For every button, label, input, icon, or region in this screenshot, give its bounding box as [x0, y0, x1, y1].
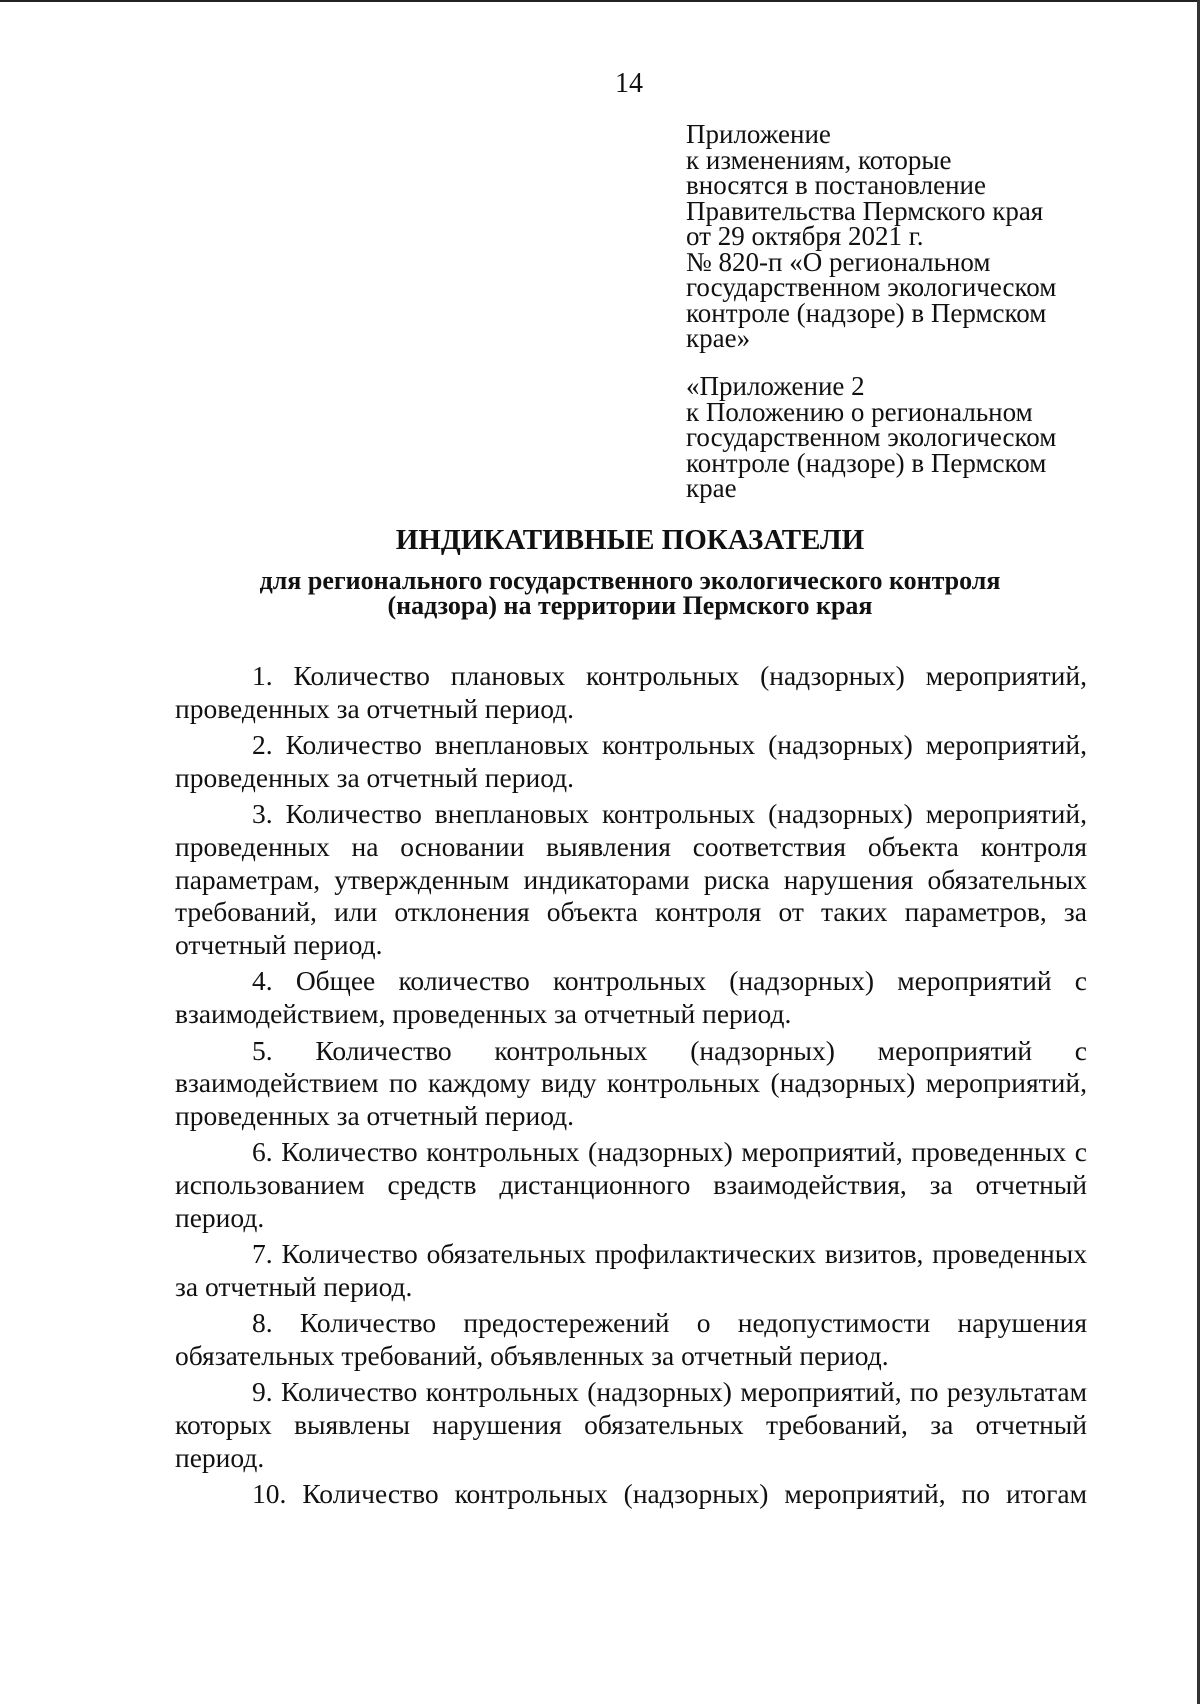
annex-line: Приложение: [686, 119, 831, 149]
document-title: ИНДИКАТИВНЫЕ ПОКАЗАТЕЛИ: [395, 524, 865, 556]
indicator-item-9: 9. Количество контрольных (надзорных) мероприятий, по результатам которых выявлены нарушения обязательных требований, за отчетный период.: [175, 1376, 1087, 1473]
annex-header: [686, 119, 1106, 353]
subtitle-line: (надзора) на территории Пермского края: [387, 591, 873, 620]
indicator-item-2: 2. Количество внеплановых контрольных (надзорных) мероприятий, проведенных за отчетный период.: [175, 729, 1087, 793]
annex-2-line: «Приложение 2: [686, 371, 865, 401]
annex-line: к изменениям, которые: [686, 144, 952, 175]
indicator-item-5: 5. Количество контрольных (надзорных) мероприятий с взаимодействием по каждому виду контрольных (надзорных) мероприятий, проведенных за отчетный период.: [175, 1034, 1087, 1131]
annex-2-line: государственном экологическом: [686, 422, 1057, 452]
annex-line: № 820-п «О региональном: [686, 246, 991, 277]
annex-line: вносятся в постановление: [686, 170, 986, 200]
page-number: 14: [615, 68, 643, 99]
page-border-top: [0, 0, 1200, 2]
annex-line: от 29 октября 2021 г.: [686, 221, 924, 251]
annex-2-header: [686, 371, 1106, 503]
annex-2-line: контроле (надзоре) в Пермском: [686, 447, 1047, 478]
indicator-list: [175, 660, 1087, 1515]
indicator-item-3: 3. Количество внеплановых контрольных (надзорных) мероприятий, проведенных на основании выявления соответствия объекта контроля параметрам, утвержденным индикаторами риска нарушения обязательных требований, или отклонения объекта контроля от таких параметров, за отчетный период.: [175, 798, 1087, 960]
document-subtitle: [0, 568, 1200, 618]
annex-line: государственном экологическом: [686, 272, 1057, 302]
annex-2-line: крае: [686, 473, 737, 503]
indicator-item-8: 8. Количество предостережений о недопустимости нарушения обязательных требований, объявленных за отчетный период.: [175, 1307, 1087, 1371]
annex-line: контроле (надзоре) в Пермском: [686, 297, 1047, 328]
indicator-item-6: 6. Количество контрольных (надзорных) мероприятий, проведенных с использованием средств дистанционного взаимодействия, за отчетный период.: [175, 1136, 1087, 1233]
indicator-item-1: 1. Количество плановых контрольных (надзорных) мероприятий, проведенных за отчетный период.: [175, 660, 1087, 724]
indicator-item-4: 4. Общее количество контрольных (надзорных) мероприятий с взаимодействием, проведенных за отчетный период.: [175, 965, 1087, 1029]
indicator-item-10: 10. Количество контрольных (надзорных) мероприятий, по итогам: [252, 1478, 1087, 1510]
annex-2-line: к Положению о региональном: [686, 396, 1033, 427]
annex-line: крае»: [686, 323, 751, 353]
annex-line: Правительства Пермского края: [686, 195, 1044, 226]
subtitle-line: для регионального государственного экологического контроля: [259, 566, 1001, 595]
indicator-item-7: 7. Количество обязательных профилактических визитов, проведенных за отчетный период.: [175, 1238, 1087, 1302]
